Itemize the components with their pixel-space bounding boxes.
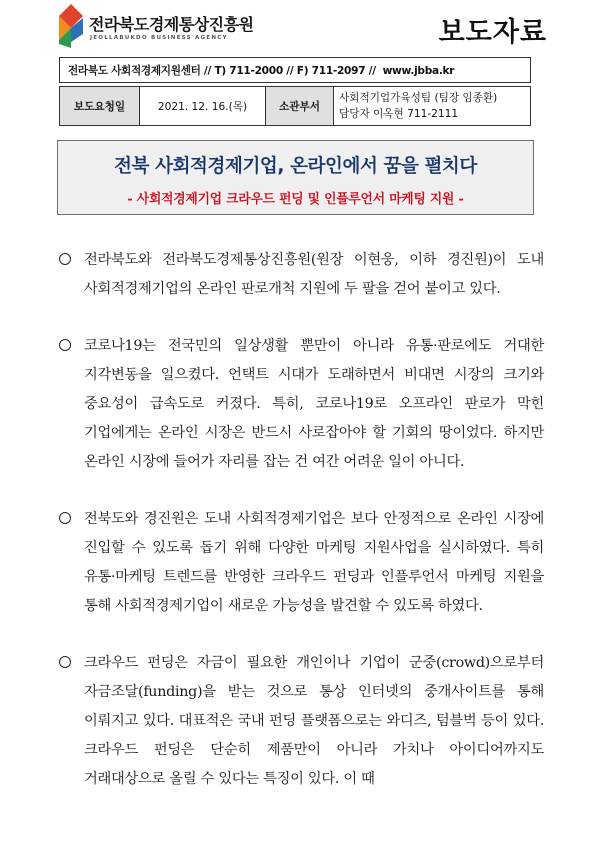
release-info-table: [59, 86, 531, 126]
press-header: [57, 4, 547, 62]
paragraph: [57, 505, 544, 621]
headline: 전북 사회적경제기업, 온라인에서 꿈을 펼치다: [114, 156, 477, 177]
circle-bullet-icon: [59, 656, 71, 668]
release-date-value: 2021. 12. 16.(목): [140, 87, 266, 126]
subheadline: - 사회적경제기업 크라우드 펀딩 및 인플루언서 마케팅 지원 -: [127, 192, 464, 207]
headline-box: [57, 140, 534, 215]
agency-logo-icon: [57, 4, 85, 48]
circle-bullet-icon: [59, 339, 71, 351]
department-team: 사회적기업가육성팀 (팀장 임종환): [339, 92, 498, 104]
paragraph: [57, 246, 544, 304]
contact-info-bar: [59, 57, 531, 83]
paragraph-text: 크라우드 펀딩은 자금이 필요한 개인이나 기업이 군중(crowd)으로부터 자금조달(funding)을 받는 것으로 통상 인터넷의 중개사이트를 통해 이뤄지고 있다. 대표적은 국내 펀딩 플랫폼으로는 와디즈, 텀블벅 등이 있다. 크라우드 펀딩은 단순히 제품만이 아니라 가치나 아이디어까지도 거래대상으로 올릴 수 있다는 특징이 있다. 이 때: [84, 655, 544, 787]
article-body: [57, 246, 544, 822]
org-name-english: JEOLLABUKDO BUSINESS AGENCY: [90, 35, 228, 41]
department-contact: 담당자 이옥현 711-2111: [339, 108, 459, 120]
paragraph: [57, 649, 544, 794]
org-name: 전라북도경제통상진흥원: [89, 15, 254, 34]
circle-bullet-icon: [59, 512, 71, 524]
department-value: [334, 87, 531, 126]
paragraph-text: 전북도와 경진원은 도내 사회적경제기업은 보다 안정적으로 온라인 시장에 진입할 수 있도록 돕기 위해 다양한 마케팅 지원사업을 실시하였다. 특히 유통·마케팅 트렌드를 반영한 크라우드 펀딩과 인플루언서 마케팅 지원을 통해 사회적경제기업이 새로운 가능성을 발견할 수 있도록 하였다.: [84, 511, 544, 614]
circle-bullet-icon: [59, 253, 71, 265]
paragraph-text: 전라북도와 전라북도경제통상진흥원(원장 이현웅, 이하 경진원)이 도내 사회적경제기업의 온라인 판로개척 지원에 두 팔을 걷어 붙이고 있다.: [84, 252, 544, 297]
paragraph-text: 코로나19는 전국민의 일상생활 뿐만이 아니라 유통·판로에도 거대한 지각변동을 일으켰다. 언택트 시대가 도래하면서 비대면 시장의 크기와 중요성이 급속도로 커졌다. 특히, 코로나19로 오프라인 판로가 막힌 기업에게는 온라인 시장은 반드시 사로잡아야 할 기회의 땅이었다. 하지만 온라인 시장에 들어가 자리를 잡는 건 여간 어려운 일이 아니다.: [84, 338, 544, 470]
contact-text: 전라북도 사회적경제지원센터 // T) 711-2000 // F) 711-2097 // www.jbba.kr: [68, 64, 455, 77]
document-type-title: 보도자료: [438, 17, 547, 48]
department-label: 소관부서: [266, 87, 334, 126]
release-date-label: 보도요청일: [60, 87, 140, 126]
paragraph: [57, 332, 544, 477]
